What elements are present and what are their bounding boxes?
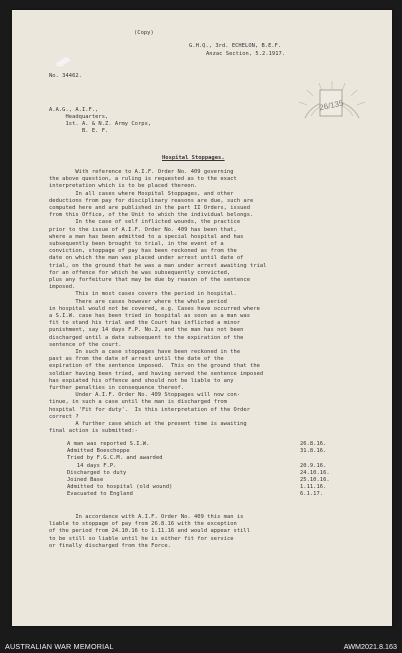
body-line: correct ? <box>49 413 79 420</box>
timeline-event: A man was reported S.I.W. <box>67 441 150 447</box>
document-title: Hospital Stoppages. <box>162 155 225 161</box>
header-line-2: Anzac Section, 5.2.1917. <box>206 51 286 57</box>
timeline-event: Tried by F.G.C.M. and awarded <box>67 455 163 462</box>
timeline-date: 20.9.16. <box>300 462 327 469</box>
body-line: where a man has been admitted to a special hospital and has <box>49 233 244 240</box>
body-line: punishment, say 14 days F.P. No.2, and the man has not been <box>49 327 244 334</box>
timeline-event: Joined Base <box>67 477 104 483</box>
closing-line: or finally discharged from the Force. <box>49 542 171 549</box>
body-line: interpretation which is to be placed thereon. <box>49 183 198 190</box>
body-line: a S.I.W. case has been tried in hospital as soon as a man was <box>49 313 251 319</box>
body-line: In all cases where Hospital Stoppages, and other <box>49 190 234 197</box>
closing-line: In accordance with A.I.F. Order No. 409 this man is <box>49 514 244 520</box>
body-line: subsequently been brought to trial, in the event of a <box>49 241 224 247</box>
timeline-event: Evacuated to England <box>67 491 133 498</box>
closing-line: of the period from 24.10.16 to 1.11.16 and would appear still <box>49 528 251 535</box>
address-line: B. E. F. <box>49 128 109 134</box>
timeline-date: 26.8.16. <box>300 441 327 447</box>
timeline-date: 24.10.16. <box>300 469 330 476</box>
body-line: A further case which at the present time is awaiting <box>49 421 247 427</box>
body-line: final action is submitted:- <box>49 428 138 435</box>
institution-name: AUSTRALIAN WAR MEMORIAL <box>5 642 114 651</box>
timeline-date: 1.11.16. <box>300 484 327 491</box>
copy-label: (Copy) <box>134 30 154 36</box>
body-line: date on which the man was placed under arrest until date of <box>49 255 244 262</box>
footer-bar <box>0 640 402 653</box>
body-line: conviction, stoppage of pay has been reckoned as from the <box>49 248 237 255</box>
body-line: expiration of the sentence imposed. This on the ground that the <box>49 363 260 370</box>
body-line: past as from the date of arrest until the date of the <box>49 356 224 363</box>
body-line: In such a case stoppages have been reckoned in the <box>49 349 241 355</box>
body-line: has expiated his offence and should not be liable to any <box>49 377 234 384</box>
timeline-event: Discharged to duty <box>67 469 127 476</box>
body-line: trial, on the ground that he was a man under arrest awaiting trial <box>49 262 267 269</box>
body-line: fit to stand his trial and the Court has inflicted a minor <box>49 320 241 327</box>
address-line: A.A.G., A.I.F., <box>49 107 99 113</box>
body-line: soldier having been tried, and having served the sentence imposed <box>49 370 264 377</box>
body-line: This in most cases covers the period in hospital. <box>49 291 237 298</box>
address-line: Headquarters, <box>49 114 109 120</box>
catalogue-number: AWM2021.8.163 <box>343 642 397 651</box>
timeline-date: 25.10.16. <box>300 477 330 483</box>
timeline-event: Admitted to hospital (old wound) <box>67 484 173 491</box>
closing-line: liable to stoppage of pay from 26.8.16 with the exception <box>49 521 237 528</box>
svg-text:26/135: 26/135 <box>318 98 345 113</box>
body-line: In the case of self inflicted wounds, the practice <box>49 219 241 226</box>
closing-line: to be still so liable until he is either fit for service <box>49 535 234 542</box>
body-line: sentence of the court. <box>49 341 122 348</box>
received-stamp <box>287 78 377 132</box>
body-line: tinue, in such a case until the man is discharged from <box>49 399 227 406</box>
reference-number: No. 34462. <box>49 73 82 79</box>
body-line: computed here and are published in the part II Orders, issued <box>49 205 251 211</box>
timeline-event: Admitted Boeschoppe <box>67 448 130 455</box>
address-line: 1st. A. & N.Z. Army Corps, <box>49 121 152 127</box>
body-line: imposed. <box>49 284 76 291</box>
body-line: for an offence for which he was subsequently convicted, <box>49 269 231 276</box>
timeline-date: 6.1.17. <box>300 491 324 498</box>
body-line: There are cases however where the whole period <box>49 298 227 305</box>
timeline-event: 14 days F.P. <box>67 462 117 469</box>
body-line: in hospital would not be covered, e.g. Cases have occurred where <box>49 305 260 312</box>
timeline-date: 31.8.16. <box>300 448 327 455</box>
body-line: the above question, a ruling is requested as to the exact <box>49 176 237 183</box>
body-line: from this Office, of the Unit to which the individual belongs. <box>49 212 254 219</box>
body-line: plus any forfeiture that may be due by reason of the sentence <box>49 277 251 283</box>
header-line-1: G.H.Q., 3rd. ECHELON, B.E.F. <box>189 43 282 49</box>
body-line: Under A.I.F. Order No. 409 Stoppages will now con- <box>49 392 241 399</box>
body-line: deductions from pay for disciplinary reasons are due, such are <box>49 197 254 204</box>
body-line: prior to the issue of A.I.F. Order No. 409 has been that, <box>49 226 237 233</box>
body-line: hospital 'Fit for duty'. Is this interpretation of the Order <box>49 406 251 413</box>
paper-clip-icon <box>55 53 71 65</box>
document-page <box>12 10 392 626</box>
body-line: further penalties in consequence thereof. <box>49 385 185 391</box>
body-line: discharged until a date subsequent to the expiration of the <box>49 334 244 341</box>
body-line: With reference to A.I.F. Order No. 409 governing <box>49 169 234 175</box>
